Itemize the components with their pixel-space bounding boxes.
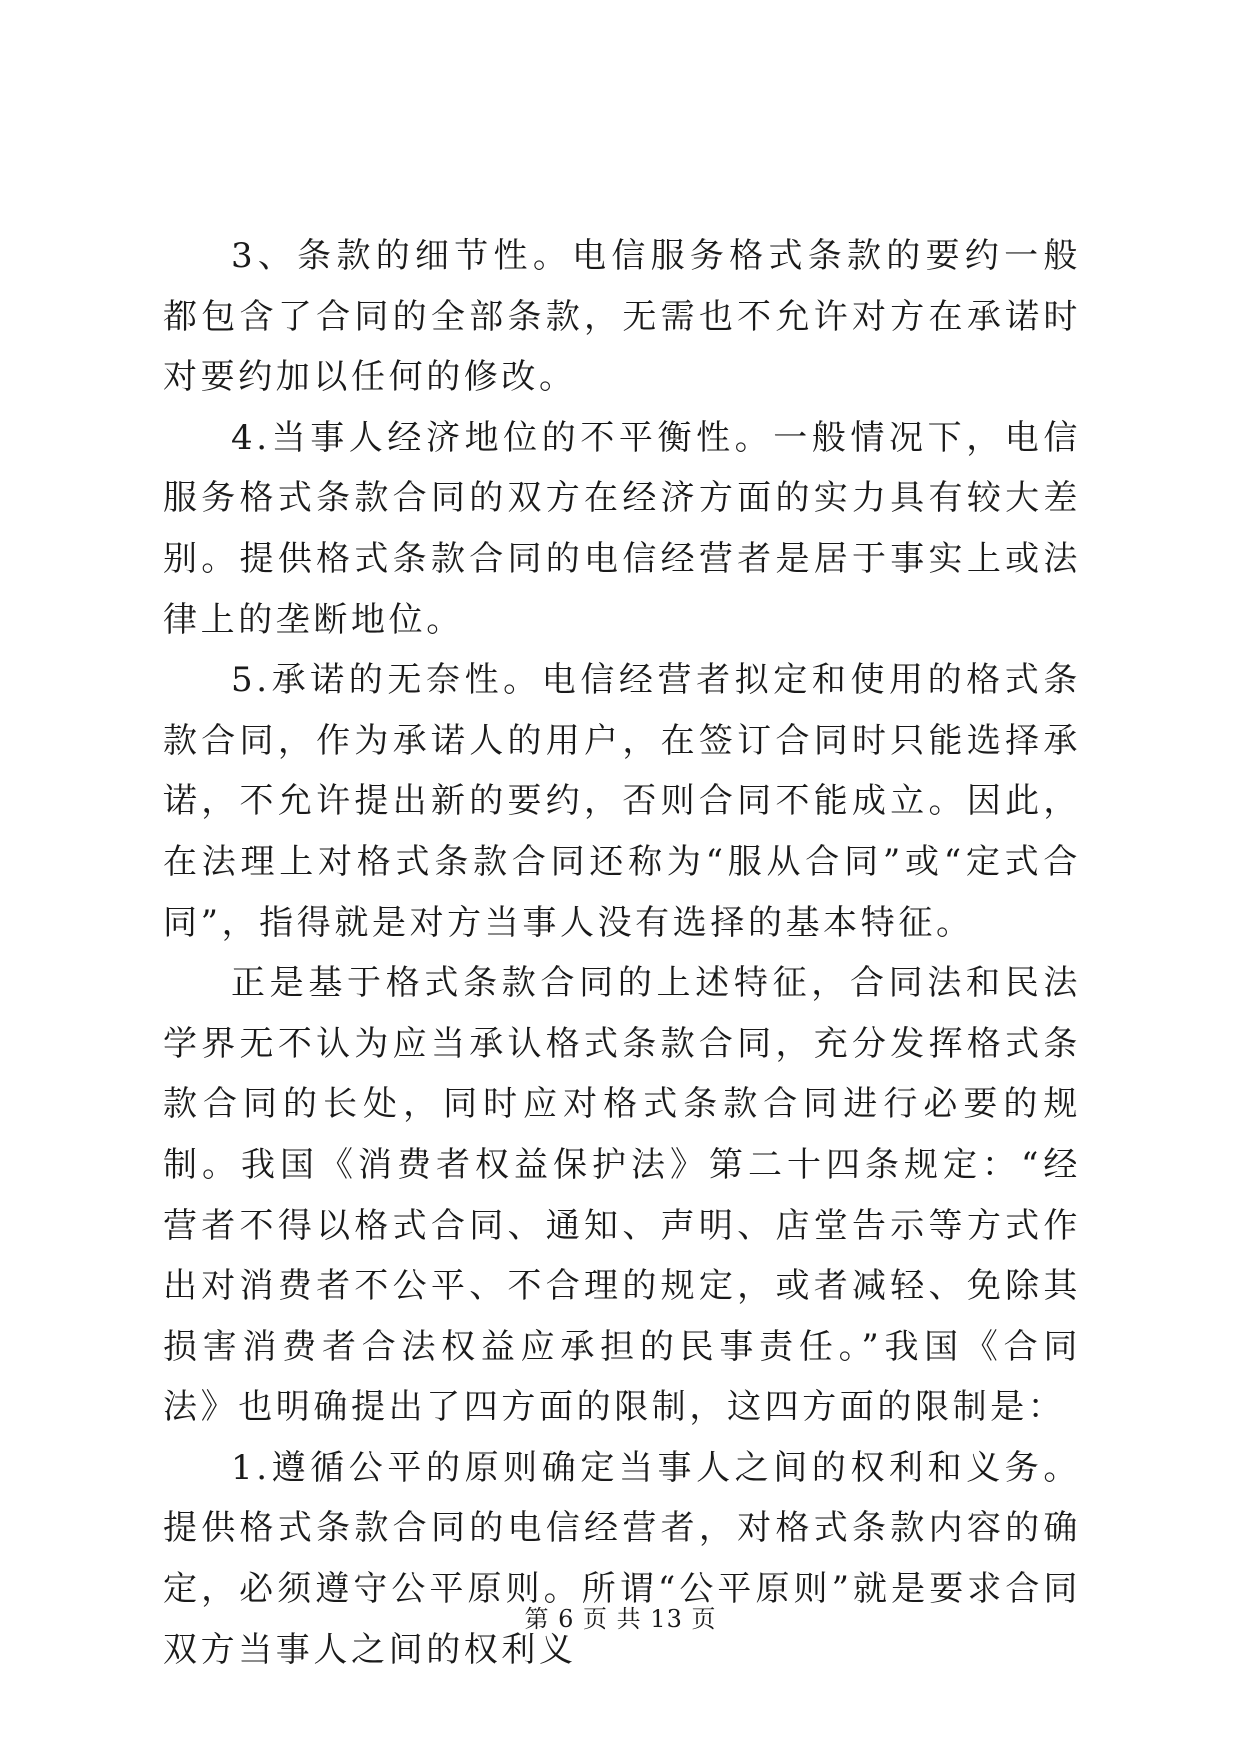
paragraph-fairness-principle: 1.遵循公平的原则确定当事人之间的权利和义务。提供格式条款合同的电信经营者，对格式条款内容的确定，必须遵守公平原则。所谓“公平原则”就是要求合同双方当事人之间的权利义 [163, 1447, 1081, 1670]
page-number-footer: 第 6 页 共 13 页 [524, 1605, 717, 1633]
paragraph-regulation-basis: 正是基于格式条款合同的上述特征，合同法和民法学界无不认为应当承认格式条款合同，充分发挥格式条款合同的长处，同时应对格式条款合同进行必要的规制。我国《消费者权益保护法》第二十四条规定：“经营者不得以格式合同、通知、声明、店堂告示等方式作出对消费者不公平、不合理的规定，或者减轻、免除其损害消费者合法权益应承担的民事责任。”我国《合同法》也明确提出了四方面的限制，这四方面的限制是： [163, 963, 1081, 1428]
paragraph-acceptance-helplessness: 5.承诺的无奈性。电信经营者拟定和使用的格式条款合同，作为承诺人的用户，在签订合同时只能选择承诺，不允许提出新的要约，否则合同不能成立。因此，在法理上对格式条款合同还称为“服从合同”或“定式合同”，指得就是对方当事人没有选择的基本特征。 [163, 660, 1081, 943]
paragraph-clause-detail: 3、条款的细节性。电信服务格式条款的要约一般都包含了合同的全部条款，无需也不允许对方在承诺时对要约加以任何的修改。 [163, 236, 1081, 398]
document-body [163, 226, 1081, 1680]
paragraph-economic-imbalance: 4.当事人经济地位的不平衡性。一般情况下，电信服务格式条款合同的双方在经济方面的实力具有较大差别。提供格式条款合同的电信经营者是居于事实上或法律上的垄断地位。 [163, 417, 1081, 640]
